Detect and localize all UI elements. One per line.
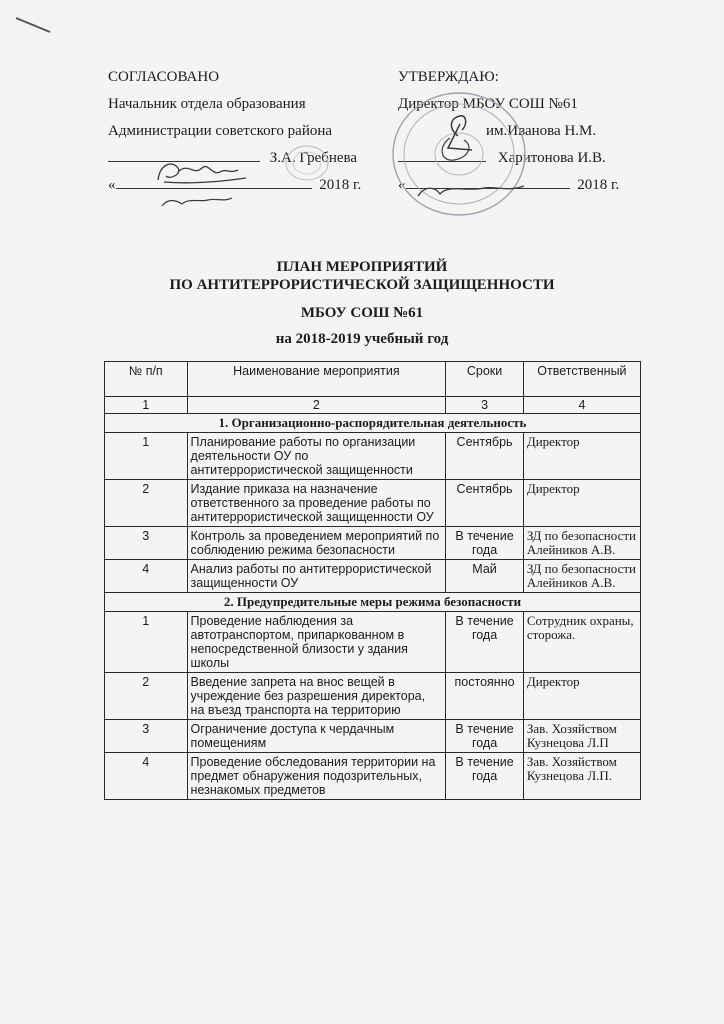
row-number: 4 xyxy=(105,560,188,593)
table-row xyxy=(105,673,641,720)
section-title: 2. Предупредительные меры режима безопасности xyxy=(105,593,641,612)
scan-mark xyxy=(14,14,54,36)
title-year: на 2018-2019 учебный год xyxy=(275,331,449,347)
table-row xyxy=(105,527,641,560)
row-number: 4 xyxy=(105,753,188,800)
table-row xyxy=(105,612,641,673)
approval-date-line xyxy=(108,172,398,199)
approval-signer: З.А. Гребнева xyxy=(269,150,358,166)
approval-heading: УТВЕРЖДАЮ: xyxy=(398,69,499,85)
title-line-2: ПО АНТИТЕРРОРИСТИЧЕСКОЙ ЗАЩИЩЕННОСТИ xyxy=(169,277,555,293)
approval-heading: СОГЛАСОВАНО xyxy=(108,69,220,85)
row-responsible: ЗД по безопасности Алейников А.В. xyxy=(523,560,640,593)
approval-organization: Администрации советского района xyxy=(108,123,333,139)
column-number-row xyxy=(105,397,641,414)
row-number: 3 xyxy=(105,527,188,560)
column-number: 1 xyxy=(105,397,188,414)
row-responsible: ЗД по безопасности Алейников А.В. xyxy=(523,527,640,560)
row-term: Сентябрь xyxy=(446,480,524,527)
section-row xyxy=(105,593,641,612)
row-term: постоянно xyxy=(446,673,524,720)
row-term: В течение года xyxy=(446,720,524,753)
date-quote: « xyxy=(108,177,116,193)
row-event-name: Ограничение доступа к чердачным помещениям xyxy=(187,720,446,753)
header-responsible: Ответственный xyxy=(523,362,640,397)
row-responsible: Сотрудник охраны, сторожа. xyxy=(523,612,640,673)
row-term: Сентябрь xyxy=(446,433,524,480)
approval-signature-line xyxy=(108,145,398,172)
header-event-name: Наименование мероприятия xyxy=(187,362,446,397)
row-responsible: Зав. Хозяйством Кузнецова Л.П. xyxy=(523,753,640,800)
row-responsible: Директор xyxy=(523,673,640,720)
row-term: Май xyxy=(446,560,524,593)
row-event-name: Издание приказа на назначение ответственного за проведение работы по антитеррористической защищенности ОУ xyxy=(187,480,446,527)
approval-position: Начальник отдела образования xyxy=(108,96,306,112)
header-term: Сроки xyxy=(446,362,524,397)
row-number: 1 xyxy=(105,612,188,673)
row-number: 2 xyxy=(105,673,188,720)
table-row xyxy=(105,560,641,593)
row-event-name: Планирование работы по организации деятельности ОУ по антитеррористической защищенности xyxy=(187,433,446,480)
table-header-row xyxy=(105,362,641,397)
approval-signer-1: им.Иванова Н.М. xyxy=(486,123,597,139)
document-title xyxy=(0,258,724,348)
approval-date-year: 2018 г. xyxy=(577,177,620,193)
row-number: 1 xyxy=(105,433,188,480)
approval-date-year: 2018 г. xyxy=(319,177,362,193)
row-responsible: Директор xyxy=(523,480,640,527)
round-seal-stamp xyxy=(388,88,530,220)
approval-signer-2: Харитонова И.В. xyxy=(497,150,606,166)
title-school: МБОУ СОШ №61 xyxy=(300,305,424,321)
row-term: В течение года xyxy=(446,612,524,673)
table-row xyxy=(105,433,641,480)
column-number: 4 xyxy=(523,397,640,414)
row-event-name: Проведение обследования территории на предмет обнаружения подозрительных, незнакомых предметов xyxy=(187,753,446,800)
row-term: В течение года xyxy=(446,527,524,560)
row-number: 2 xyxy=(105,480,188,527)
row-responsible: Директор xyxy=(523,433,640,480)
signature-blank xyxy=(108,147,260,162)
date-blank xyxy=(116,174,312,189)
table-row xyxy=(105,480,641,527)
row-event-name: Проведение наблюдения за автотранспортом, припаркованном в непосредственной близости у здания школы xyxy=(187,612,446,673)
row-responsible: Зав. Хозяйством Кузнецова Л.П xyxy=(523,720,640,753)
section-title: 1. Организационно-распорядительная деятельность xyxy=(105,414,641,433)
approval-block-agreed xyxy=(108,64,398,199)
table-row xyxy=(105,720,641,753)
row-event-name: Введение запрета на внос вещей в учреждение без разрешения директора, на въезд транспорта на территорию xyxy=(187,673,446,720)
row-event-name: Анализ работы по антитеррористической защищенности ОУ xyxy=(187,560,446,593)
column-number: 3 xyxy=(446,397,524,414)
approval-position: Директор МБОУ СОШ №61 xyxy=(398,96,578,112)
title-line-1: ПЛАН МЕРОПРИЯТИЙ xyxy=(276,259,448,275)
date-quote: « xyxy=(398,177,406,193)
events-plan-table xyxy=(104,361,641,800)
header-number: № п/п xyxy=(105,362,188,397)
row-event-name: Контроль за проведением мероприятий по соблюдению режима безопасности xyxy=(187,527,446,560)
table-row xyxy=(105,753,641,800)
row-term: В течение года xyxy=(446,753,524,800)
section-row xyxy=(105,414,641,433)
row-number: 3 xyxy=(105,720,188,753)
column-number: 2 xyxy=(187,397,446,414)
